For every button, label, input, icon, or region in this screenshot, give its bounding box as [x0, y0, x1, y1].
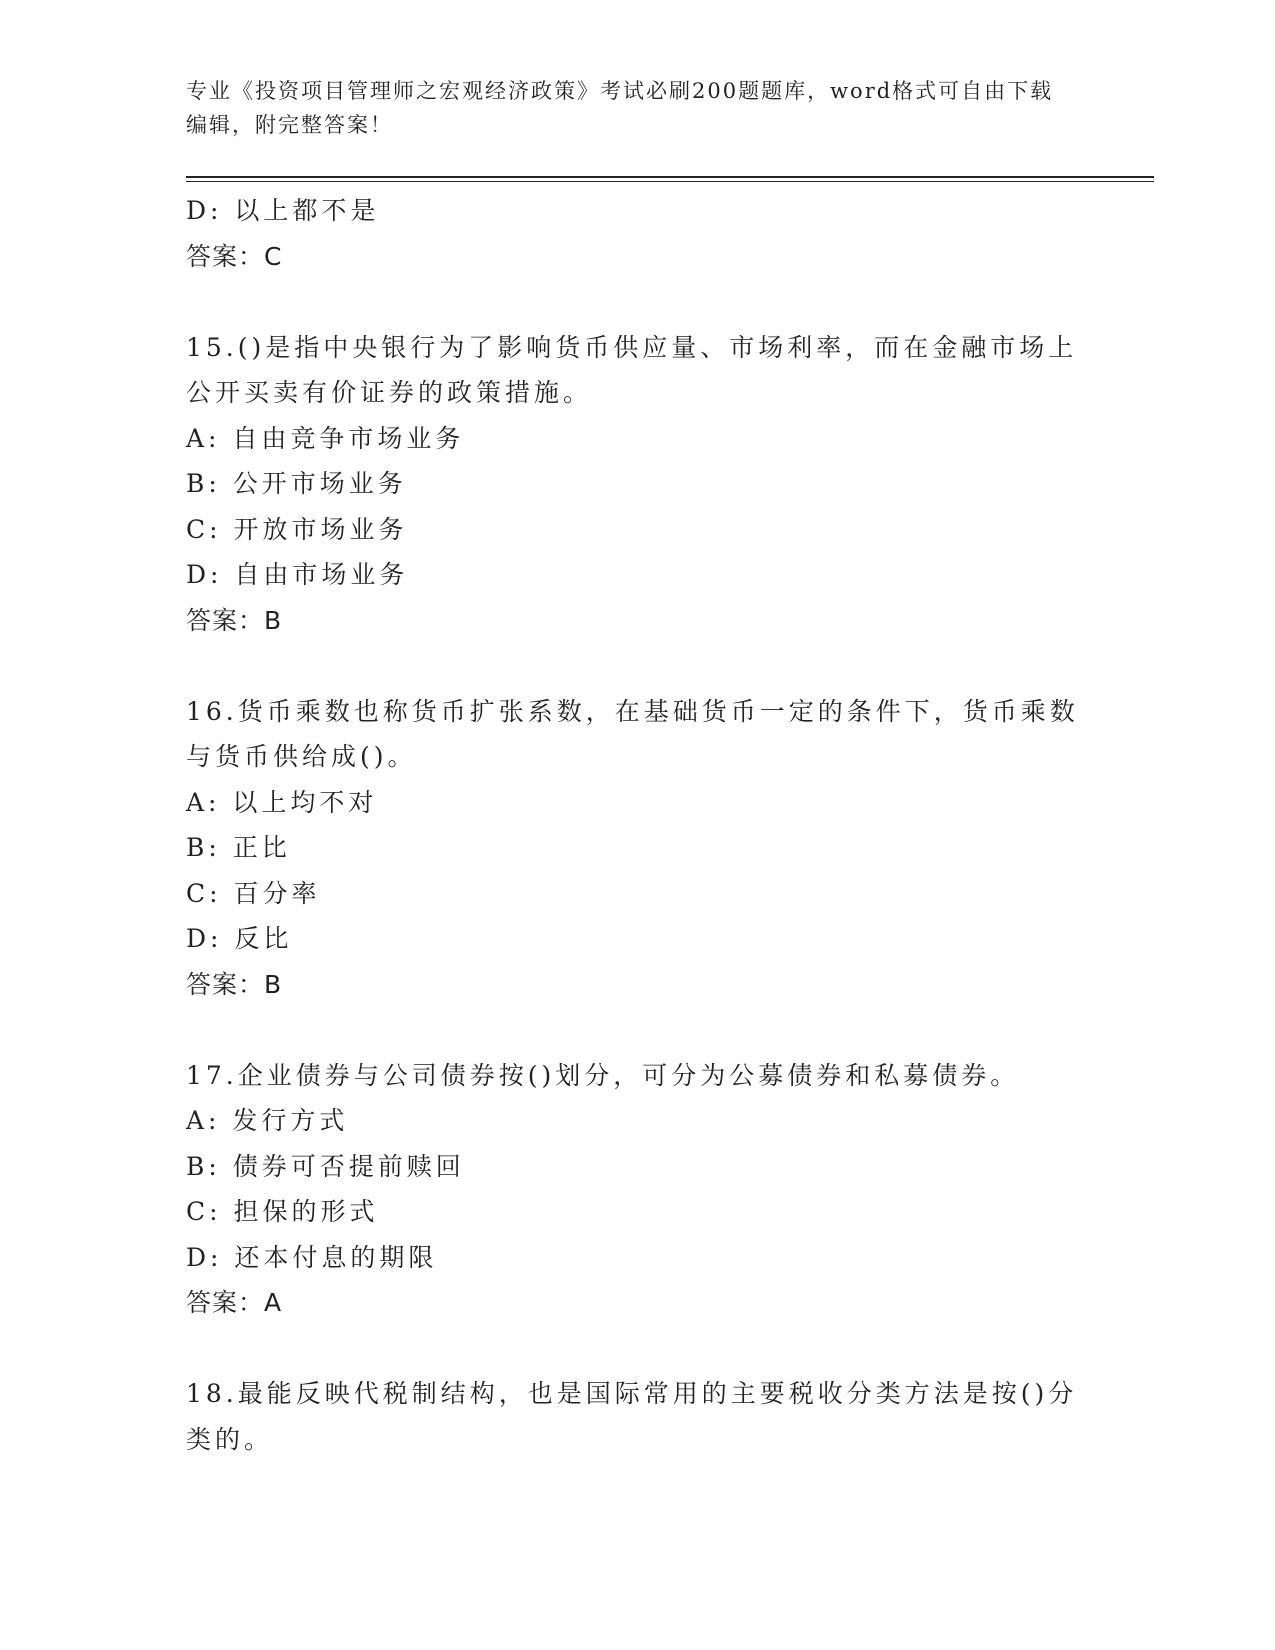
- header-rule-thin: [186, 181, 1154, 182]
- option-d: D: 还本付息的期限: [186, 1242, 438, 1272]
- option-a: A: 自由竞争市场业务: [186, 423, 465, 453]
- answer-line: 答案：C: [186, 241, 283, 271]
- spacer: [186, 279, 1086, 325]
- option-b: B: 公开市场业务: [186, 469, 407, 498]
- option-c: C: 担保的形式: [186, 1197, 379, 1226]
- document-header: 专业《投资项目管理师之宏观经济政策》考试必刷200题题库，word格式可自由下载编辑，附完整答案！: [186, 79, 1054, 137]
- question-15: [186, 325, 1086, 644]
- option-a: A: 以上均不对: [186, 787, 378, 817]
- answer-line: 答案：A: [186, 1288, 283, 1317]
- question-text: 16.货币乘数也称货币扩张系数，在基础货币一定的条件下，货币乘数与货币供给成()。: [186, 696, 1079, 771]
- option-d: D: 反比: [186, 924, 293, 953]
- option-b: B: 正比: [186, 833, 291, 862]
- question-text: 15.()是指中央银行为了影响货币供应量、市场利率，而在金融市场上公开买卖有价证券的政策措施。: [186, 332, 1078, 407]
- question-text: 17.企业债券与公司债券按()划分，可分为公募债券和私募债券。: [186, 1060, 1020, 1090]
- spacer: [186, 1007, 1086, 1053]
- spacer: [186, 1326, 1086, 1372]
- header-rule-thick: [186, 176, 1154, 178]
- question-18: [186, 1371, 1086, 1462]
- option-c: C: 百分率: [186, 878, 321, 908]
- document-body: [186, 188, 1086, 1462]
- question-text: 18.最能反映代税制结构，也是国际常用的主要税收分类方法是按()分类的。: [186, 1379, 1078, 1454]
- answer-line: 答案：B: [186, 605, 283, 635]
- option-b: B: 债券可否提前赎回: [186, 1151, 465, 1181]
- question-14-continuation: [186, 188, 1086, 279]
- question-17: [186, 1053, 1086, 1326]
- answer-line: 答案：B: [186, 969, 283, 999]
- option-d: D: 以上都不是: [186, 196, 380, 225]
- spacer: [186, 643, 1086, 689]
- option-a: A: 发行方式: [186, 1106, 349, 1135]
- option-c: C: 开放市场业务: [186, 514, 408, 544]
- question-16: [186, 689, 1086, 1008]
- option-d: D: 自由市场业务: [186, 560, 409, 589]
